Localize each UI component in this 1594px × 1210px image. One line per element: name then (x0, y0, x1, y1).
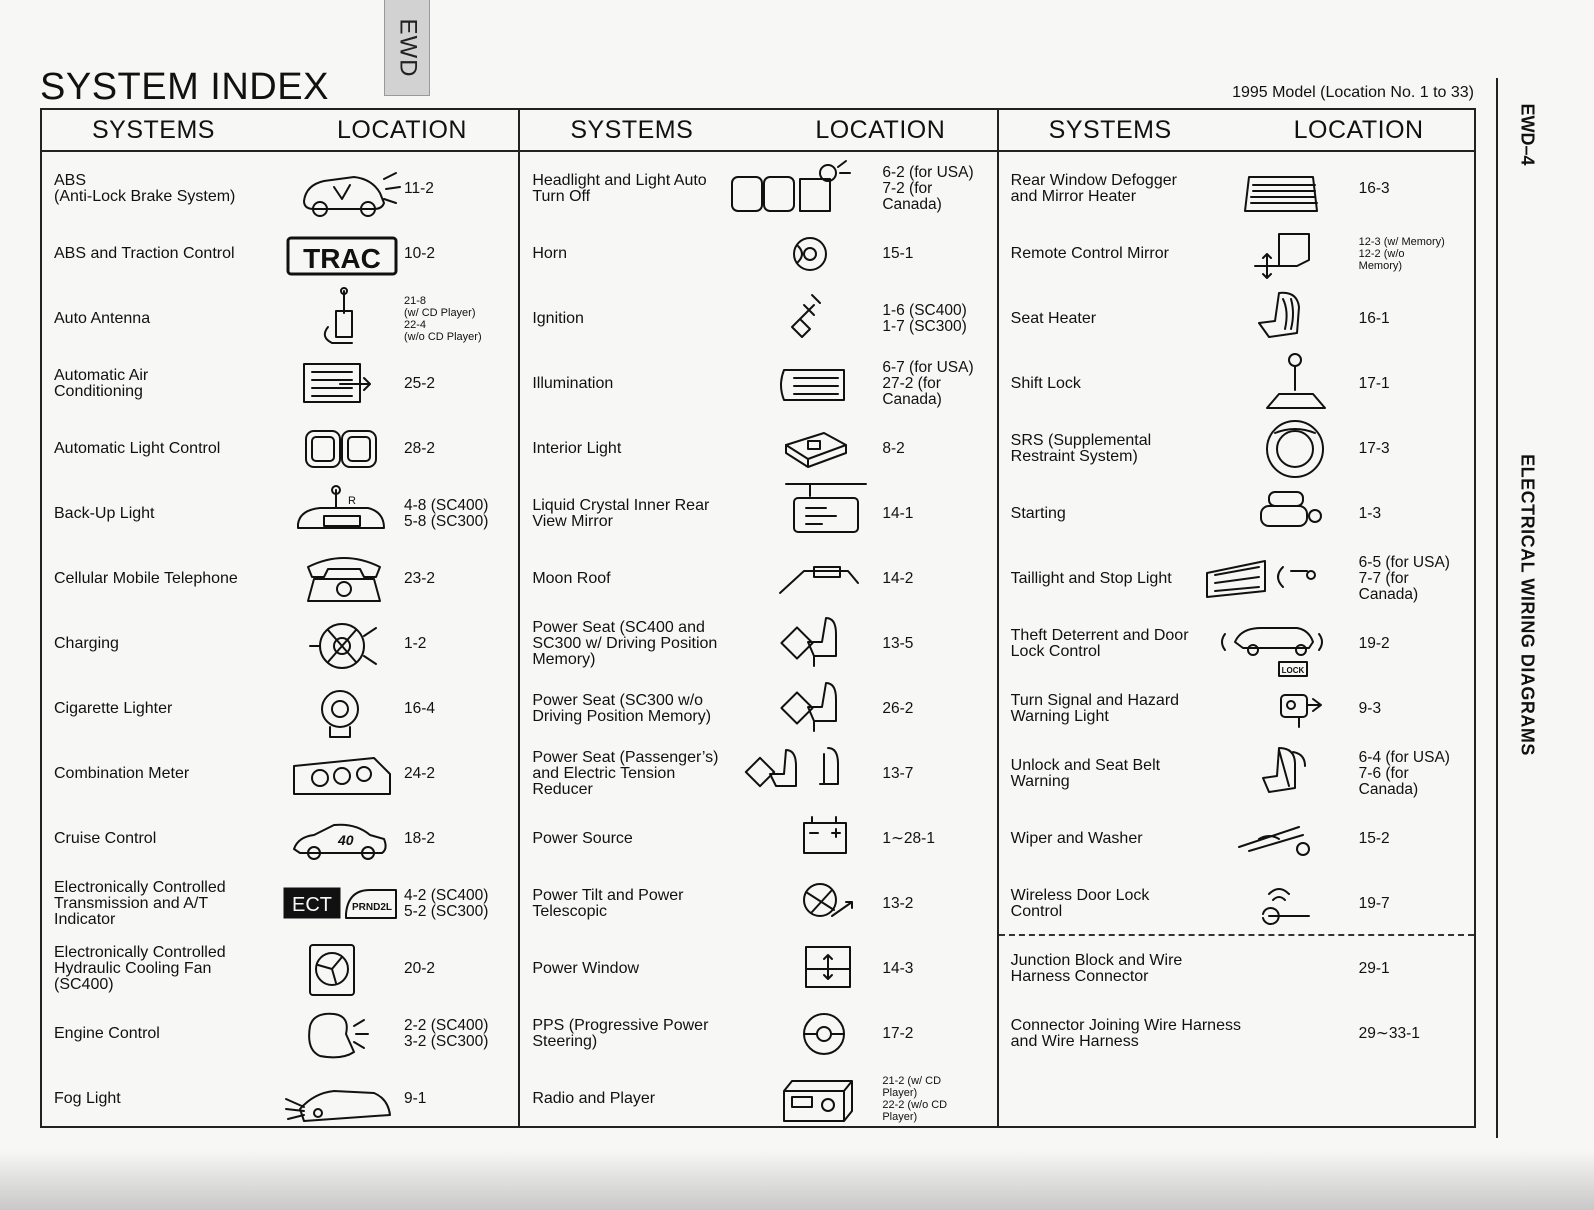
location-number: 14-1 (882, 504, 914, 522)
index-row (42, 481, 518, 546)
system-index-table (40, 108, 1476, 1128)
index-row (42, 611, 518, 676)
location-number: 9-3 (1358, 699, 1382, 717)
system-name: Cigarette Lighter (54, 699, 173, 717)
index-row (520, 676, 996, 741)
index-row (520, 546, 996, 611)
system-name: Back-Up Light (54, 504, 155, 522)
location-number: 1-3 (1358, 504, 1382, 522)
defogger-icon (1239, 159, 1354, 219)
taillight-icon (1239, 549, 1354, 609)
remote-mirror-icon (1239, 224, 1354, 284)
index-column-2 (520, 110, 998, 1126)
system-name: Interior Light (532, 439, 622, 457)
system-name: Charging (54, 634, 119, 652)
model-note: 1995 Model (Location No. 1 to 33) (1232, 84, 1474, 101)
index-row (520, 871, 996, 936)
index-row (520, 351, 996, 416)
section-side-label-text: ELECTRICAL WIRING DIAGRAMS (1517, 454, 1538, 756)
index-row (999, 806, 1474, 871)
location-number: 15-1 (882, 244, 914, 262)
page-code-text: EWD–4 (1517, 103, 1538, 166)
system-name: Remote Control Mirror (1010, 244, 1169, 262)
theft-deterrent-icon (1239, 614, 1354, 674)
location-number: 20-2 (404, 959, 436, 977)
location-number: 26-2 (882, 699, 914, 717)
horn-icon (728, 224, 843, 284)
system-name: PPS (Progressive Power Steering) (532, 1016, 709, 1050)
passenger-seat-icon (728, 744, 843, 804)
index-row (999, 546, 1474, 611)
index-row (999, 741, 1474, 806)
system-name: Junction Block and Wire Harness Connector (1010, 951, 1183, 985)
systems-header: SYSTEMS (92, 115, 215, 144)
index-row (520, 611, 996, 676)
location-number: 14-2 (882, 569, 914, 587)
system-name: Rear Window Defogger and Mirror Heater (1010, 171, 1177, 205)
systems-header: SYSTEMS (1048, 115, 1172, 144)
index-row (520, 936, 996, 1001)
location-number: 4-8 (SC400) 5-8 (SC300) (404, 496, 489, 530)
system-name: Illumination (532, 374, 614, 392)
fog-light-icon (284, 1069, 399, 1129)
illumination-icon (728, 354, 843, 414)
airbag-icon (1239, 419, 1354, 479)
section-tab-label: EWD (394, 18, 421, 77)
index-row (42, 806, 518, 871)
index-column-3 (999, 110, 1474, 1126)
location-number: 13-5 (882, 634, 914, 652)
system-name: Electronically Controlled Transmission and A/T Indicator (54, 878, 226, 928)
system-name: Liquid Crystal Inner Rear View Mirror (532, 496, 710, 530)
location-number: 2-2 (SC400) 3-2 (SC300) (404, 1016, 489, 1050)
index-row (42, 676, 518, 741)
system-name: Power Source (532, 829, 633, 847)
location-number: 18-2 (404, 829, 436, 847)
air-vent-icon (284, 354, 399, 414)
index-row (42, 1001, 518, 1066)
column-header (999, 110, 1474, 152)
systems-header: SYSTEMS (570, 115, 694, 144)
index-row (520, 221, 996, 286)
car-abs-icon (284, 159, 399, 219)
location-number: 29-1 (1358, 959, 1390, 977)
location-number: 10-2 (404, 244, 436, 262)
location-number: 11-2 (404, 179, 434, 197)
shift-lever-icon (1239, 354, 1354, 414)
moon-roof-icon (728, 549, 843, 609)
svg-text:TRAC: TRAC (303, 243, 381, 274)
location-header: LOCATION (815, 115, 946, 144)
headlight-switch-icon (728, 159, 843, 219)
index-column-1 (42, 110, 520, 1126)
svg-text:ECT: ECT (292, 894, 332, 916)
location-header: LOCATION (337, 115, 467, 144)
meter-icon (284, 744, 399, 804)
index-row (999, 871, 1474, 936)
location-number: 21-2 (w/ CD Player) 22-2 (w/o CD Player) (882, 1074, 948, 1123)
starter-icon (1239, 484, 1354, 544)
system-name: Radio and Player (532, 1089, 656, 1107)
location-number: 24-2 (404, 764, 436, 782)
svg-text:LOCK: LOCK (1281, 666, 1304, 675)
location-number: 1-6 (SC400) 1-7 (SC300) (882, 301, 967, 335)
location-number: 13-2 (882, 894, 914, 912)
location-number: 15-2 (1358, 829, 1390, 847)
location-number: 25-2 (404, 374, 436, 392)
index-row (42, 741, 518, 806)
system-name: Power Seat (SC300 w/o Driving Position Memory) (532, 691, 712, 725)
system-name: Unlock and Seat Belt Warning (1010, 756, 1161, 790)
wiper-icon (1239, 809, 1354, 869)
system-name: Power Seat (SC400 and SC300 w/ Driving Position Memory) (532, 618, 718, 668)
index-row (999, 936, 1474, 1001)
location-number: 16-4 (404, 699, 436, 717)
power-seat-icon (728, 679, 843, 739)
index-row (42, 936, 518, 1001)
index-row (42, 1066, 518, 1131)
system-name: Cruise Control (54, 829, 157, 847)
location-number: 9-1 (404, 1089, 427, 1107)
system-name: Power Tilt and Power Telescopic (532, 886, 684, 920)
system-name: Wiper and Washer (1010, 829, 1143, 847)
index-row (42, 286, 518, 351)
system-name: Headlight and Light Auto Turn Off (532, 171, 707, 205)
location-number: 19-7 (1358, 894, 1390, 912)
seat-heater-icon (1239, 289, 1354, 349)
index-row (999, 221, 1474, 286)
location-number: 21-8 (w/ CD Player) 22-4 (w/o CD Player) (404, 294, 482, 343)
index-row (999, 286, 1474, 351)
interior-light-icon (728, 419, 843, 479)
section-side-label (1512, 440, 1542, 770)
section-tab (384, 0, 430, 96)
location-number: 12-3 (w/ Memory) 12-2 (w/o Memory) (1358, 235, 1445, 272)
turn-signal-icon (1239, 679, 1354, 739)
index-row (520, 286, 996, 351)
column-header (520, 110, 996, 152)
index-row (999, 156, 1474, 221)
steering-wheel-icon (728, 1004, 843, 1064)
location-header: LOCATION (1293, 115, 1424, 144)
cigarette-lighter-icon (284, 679, 399, 739)
system-name: Cellular Mobile Telephone (54, 569, 238, 587)
page-code (1512, 78, 1542, 166)
location-number: 6-4 (for USA) 7-6 (for Canada) (1358, 748, 1450, 798)
system-name: Auto Antenna (54, 309, 151, 327)
system-name: Power Seat (Passenger’s) and Electric Tension Reducer (532, 748, 719, 798)
edge-rule (1496, 78, 1498, 1138)
location-number: 4-2 (SC400) 5-2 (SC300) (404, 886, 489, 920)
headlight-icon (284, 419, 399, 479)
index-row (999, 481, 1474, 546)
index-row (42, 871, 518, 936)
index-row (42, 546, 518, 611)
svg-text:PRND2L: PRND2L (351, 902, 393, 913)
steering-tilt-icon (728, 874, 843, 934)
index-row (520, 156, 996, 221)
location-number: 1∼28-1 (882, 829, 935, 847)
system-name: SRS (Supplemental Restraint System) (1010, 431, 1152, 465)
index-row (520, 416, 996, 481)
location-number: 17-1 (1358, 374, 1390, 392)
system-name: Moon Roof (532, 569, 611, 587)
system-name: Combination Meter (54, 764, 190, 782)
index-row (999, 676, 1474, 741)
power-window-icon (728, 939, 843, 999)
svg-text:40: 40 (338, 832, 354, 848)
index-row (520, 1001, 996, 1066)
cooling-fan-icon (284, 939, 399, 999)
trac-icon (284, 224, 399, 284)
seat-belt-icon (1239, 744, 1354, 804)
engine-icon (284, 1004, 399, 1064)
location-number: 8-2 (882, 439, 905, 457)
index-row (999, 416, 1474, 481)
system-name: Automatic Light Control (54, 439, 221, 457)
ect-icon (284, 874, 399, 934)
system-name: Taillight and Stop Light (1010, 569, 1172, 587)
index-row (520, 1066, 996, 1131)
location-number: 29∼33-1 (1358, 1024, 1420, 1042)
location-number: 14-3 (882, 959, 914, 977)
index-row (999, 351, 1474, 416)
page-title: SYSTEM INDEX (40, 66, 329, 108)
index-row (520, 741, 996, 806)
radio-icon (728, 1069, 843, 1129)
location-number: 6-2 (for USA) 7-2 (for Canada) (882, 163, 974, 213)
spark-plug-icon (728, 289, 843, 349)
column-header (42, 110, 518, 152)
system-name: Theft Deterrent and Door Lock Control (1010, 626, 1189, 660)
section-divider (999, 934, 1474, 936)
system-name: Fog Light (54, 1089, 121, 1107)
system-name: ABS and Traction Control (54, 244, 235, 262)
location-number: 16-1 (1358, 309, 1390, 327)
wireless-key-icon (1239, 874, 1354, 934)
location-number: 13-7 (882, 764, 914, 782)
scan-shadow (0, 1150, 1594, 1210)
system-name: Automatic Air Conditioning (54, 366, 149, 400)
location-number: 19-2 (1358, 634, 1390, 652)
system-name: Shift Lock (1010, 374, 1081, 392)
system-name: ABS (Anti-Lock Brake System) (54, 171, 236, 205)
index-row (42, 416, 518, 481)
location-number: 6-7 (for USA) 27-2 (for Canada) (882, 358, 974, 408)
system-name: Engine Control (54, 1024, 160, 1042)
system-name: Horn (532, 244, 568, 262)
index-row (999, 611, 1474, 676)
index-row (42, 221, 518, 286)
cruise-car-icon (284, 809, 399, 869)
location-number: 16-3 (1358, 179, 1390, 197)
antenna-icon (284, 289, 399, 349)
system-name: Ignition (532, 309, 584, 327)
index-row (520, 806, 996, 871)
system-name: Turn Signal and Hazard Warning Light (1010, 691, 1180, 725)
index-row (999, 1001, 1474, 1066)
power-seat-icon (728, 614, 843, 674)
location-number: 28-2 (404, 439, 436, 457)
location-number: 6-5 (for USA) 7-7 (for Canada) (1358, 553, 1450, 603)
system-name: Wireless Door Lock Control (1010, 886, 1150, 920)
location-number: 17-2 (882, 1024, 914, 1042)
location-number: 1-2 (404, 634, 427, 652)
mirror-icon (728, 484, 843, 544)
system-name: Seat Heater (1010, 309, 1097, 327)
battery-icon (728, 809, 843, 869)
telephone-icon (284, 549, 399, 609)
system-name: Starting (1010, 504, 1066, 522)
location-number: 17-3 (1358, 439, 1390, 457)
svg-text:R: R (348, 495, 356, 507)
index-row (42, 351, 518, 416)
alternator-icon (284, 614, 399, 674)
system-name: Power Window (532, 959, 640, 977)
system-name: Connector Joining Wire Harness and Wire Harness (1010, 1016, 1241, 1050)
system-name: Electronically Controlled Hydraulic Cooling Fan (SC400) (54, 943, 226, 993)
index-row (42, 156, 518, 221)
location-number: 23-2 (404, 569, 436, 587)
index-row (520, 481, 996, 546)
backup-light-icon (284, 484, 399, 544)
